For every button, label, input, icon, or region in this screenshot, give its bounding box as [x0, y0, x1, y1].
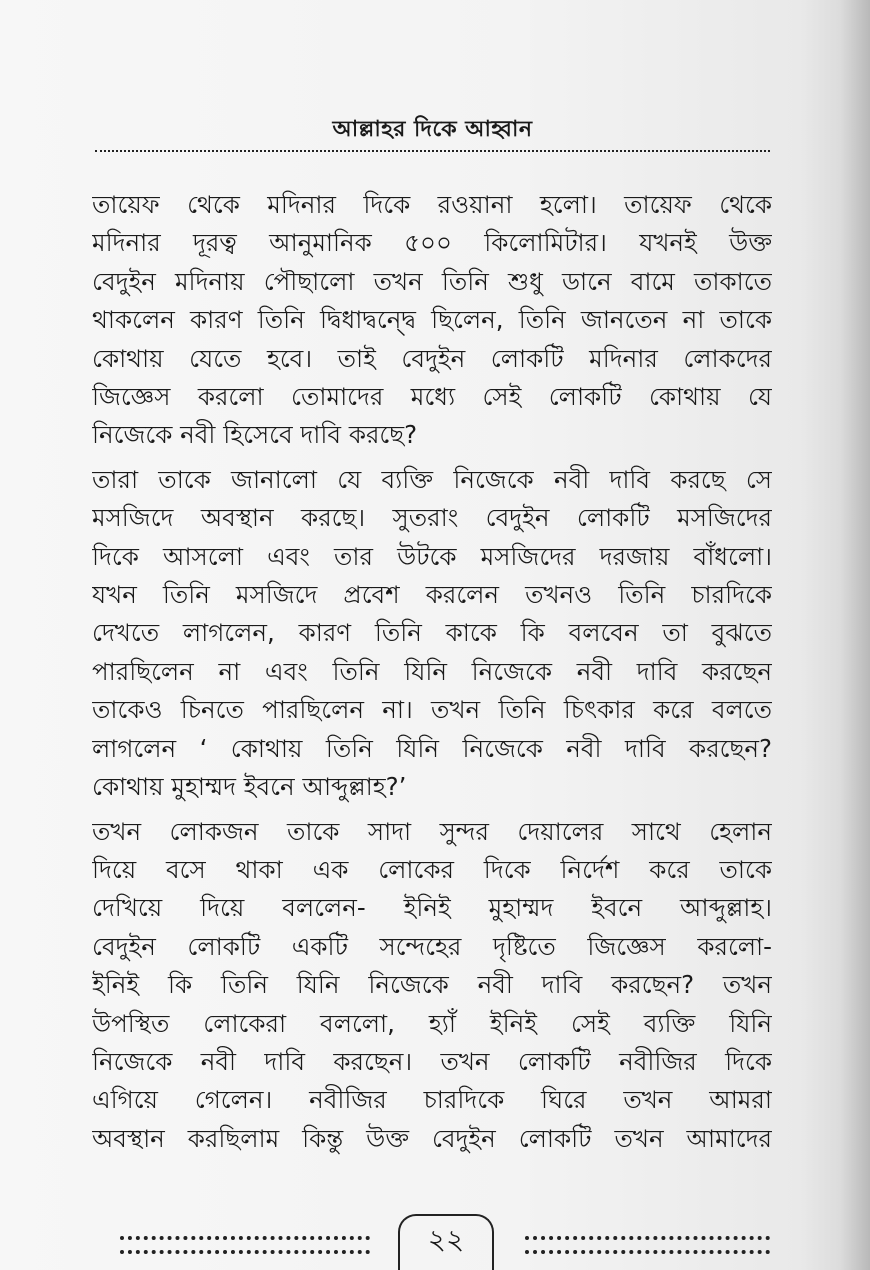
footer-dotted-rule-left [120, 1236, 370, 1240]
text-line: দেখতে লাগলেন, কারণ তিনি কাকে কি বলবেন তা বুঝতে [92, 618, 772, 648]
text-line: বেদুইন লোকটি একটি সন্দেহের দৃষ্টিতে জিজ্ঞেস করলো- [92, 931, 772, 961]
text-line: নিজেকে নবী দাবি করছেন। তখন লোকটি নবীজির দিকে [92, 1046, 772, 1076]
footer-dotted-rule-left [120, 1250, 370, 1254]
text-line: কোথায় মুহাম্মদ ইবনে আব্দুল্লাহ?’ [92, 772, 407, 802]
text-line: মসজিদে অবস্থান করছে। সুতরাং বেদুইন লোকটি মসজিদের [92, 503, 772, 533]
footer-dotted-rule-right [525, 1250, 770, 1254]
page-number: ২২ [398, 1214, 494, 1270]
text-line: লাগলেন ‘ কোথায় তিনি যিনি নিজেকে নবী দাবি করছেন? [92, 733, 772, 763]
body-text [92, 186, 772, 1164]
text-line: থাকলেন কারণ তিনি দ্বিধাদ্বন্দ্বে ছিলেন, তিনি জানতেন না তাকে [92, 305, 772, 335]
paragraph-3 [92, 813, 772, 1159]
paragraph-2 [92, 461, 772, 807]
text-line: দেখিয়ে দিয়ে বললেন- ইনিই মুহাম্মদ ইবনে আব্দুল্লাহ। [92, 893, 772, 923]
text-line: পারছিলেন না এবং তিনি যিনি নিজেকে নবী দাবি করছেন [92, 656, 772, 686]
text-line: মদিনার দূরত্ব আনুমানিক ৫০০ কিলোমিটার। যখনই উক্ত [92, 228, 772, 258]
text-line: এগিয়ে গেলেন। নবীজির চারদিকে ঘিরে তখন আমরা [92, 1085, 772, 1115]
text-line: অবস্থান করছিলাম কিন্তু উক্ত বেদুইন লোকটি তখন আমাদের [92, 1123, 772, 1153]
text-line: দিকে আসলো এবং তার উটকে মসজিদের দরজায় বাঁধলো। [92, 541, 772, 571]
text-line: বেদুইন মদিনায় পৌছালো তখন তিনি শুধু ডানে বামে তাকাতে [92, 266, 772, 296]
page-footer [120, 1214, 770, 1270]
text-line: তারা তাকে জানালো যে ব্যক্তি নিজেকে নবী দাবি করছে সে [92, 464, 772, 494]
text-line: কোথায় যেতে হবে। তাই বেদুইন লোকটি মদিনার লোকদের [92, 343, 772, 373]
text-line: তখন লোকজন তাকে সাদা সুন্দর দেয়ালের সাথে হেলান [92, 816, 772, 846]
text-line: ইনিই কি তিনি যিনি নিজেকে নবী দাবি করছেন? তখন [92, 970, 772, 1000]
text-line: তাকেও চিনতে পারছিলেন না। তখন তিনি চিৎকার করে বলতে [92, 695, 772, 725]
text-line: যখন তিনি মসজিদে প্রবেশ করলেন তখনও তিনি চারদিকে [92, 580, 772, 610]
header-dotted-rule [95, 150, 770, 152]
text-line: নিজেকে নবী হিসেবে দাবি করছে? [92, 420, 418, 450]
page-edge-shadow [840, 0, 870, 1270]
running-header: আল্লাহর দিকে আহ্বান [332, 117, 533, 142]
paragraph-1 [92, 186, 772, 455]
text-line: তায়েফ থেকে মদিনার দিকে রওয়ানা হলো। তায়েফ থেকে [92, 190, 772, 219]
footer-dotted-rule-right [525, 1236, 770, 1240]
text-line: জিজ্ঞেস করলো তোমাদের মধ্যে সেই লোকটি কোথায় যে [92, 382, 772, 412]
text-line: উপস্থিত লোকেরা বললো, হ্যাঁ ইনিই সেই ব্যক্তি যিনি [92, 1008, 772, 1038]
text-line: দিয়ে বসে থাকা এক লোকের দিকে নির্দেশ করে তাকে [92, 854, 772, 884]
